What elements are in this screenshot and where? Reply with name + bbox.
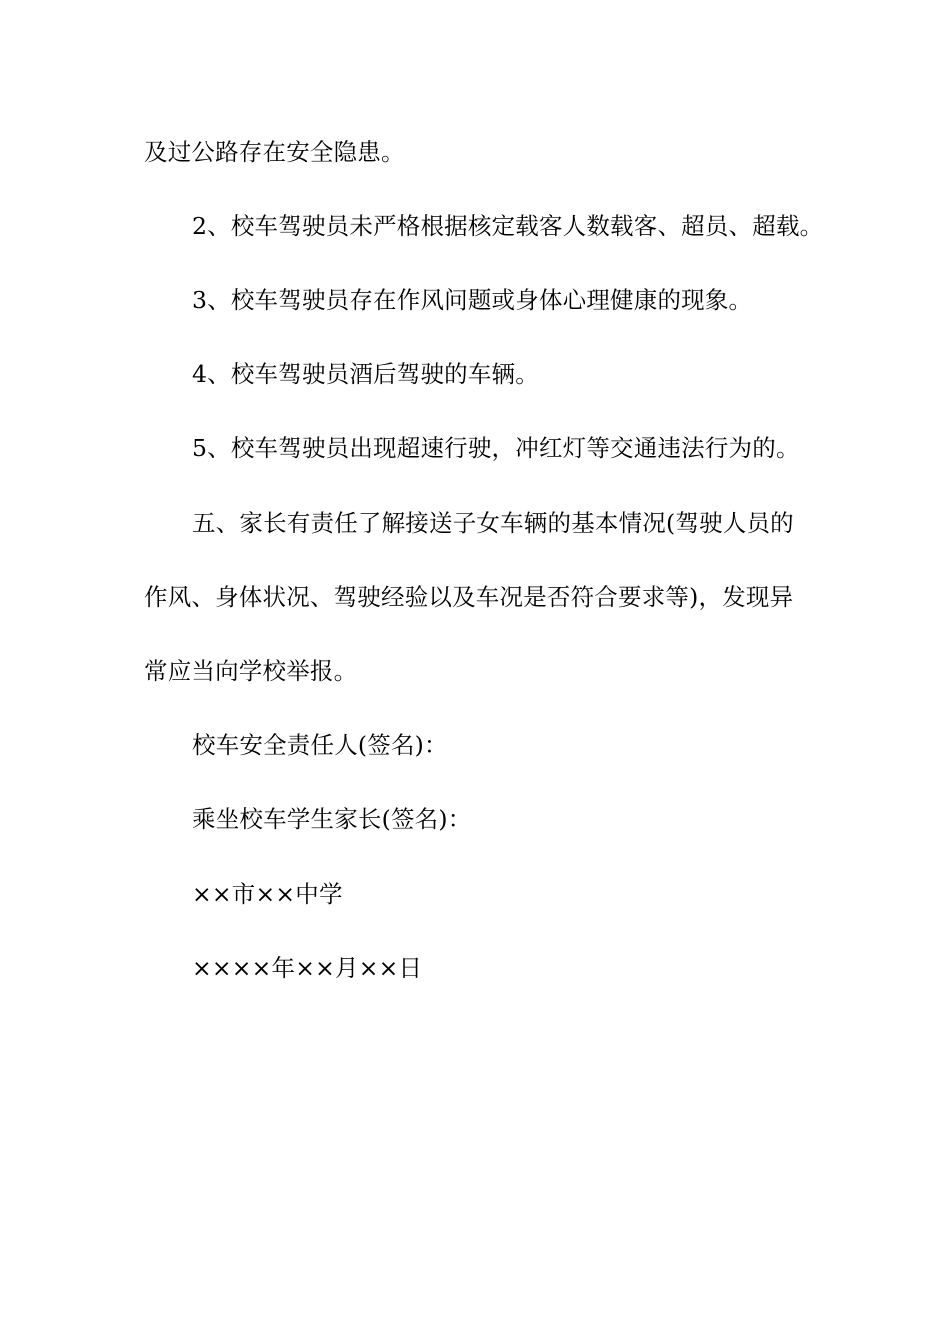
paragraph-continuation: 及过公路存在安全隐患。 [144, 138, 405, 166]
signature-parent: 乘坐校车学生家长(签名)： [192, 805, 472, 833]
school-name: ××市××中学 [192, 880, 343, 908]
signature-responsible-person: 校车安全责任人(签名)： [192, 731, 448, 759]
list-item-5: 5、校车驾驶员出现超速行驶，冲红灯等交通违法行为的。 [192, 434, 800, 462]
section-five-line-2: 作风、身体状况、驾驶经验以及车况是否符合要求等)，发现异 [144, 583, 794, 611]
list-item-2: 2、校车驾驶员未严格根据核定载客人数载客、超员、超载。 [192, 212, 824, 240]
section-five-line-1: 五、家长有责任了解接送子女车辆的基本情况(驾驶人员的 [192, 509, 794, 537]
document-date: ××××年××月××日 [192, 954, 423, 982]
list-item-3: 3、校车驾驶员存在作风问题或身体心理健康的现象。 [192, 286, 753, 314]
list-item-4: 4、校车驾驶员酒后驾驶的车辆。 [192, 360, 539, 388]
section-five-line-3: 常应当向学校举报。 [144, 657, 358, 685]
